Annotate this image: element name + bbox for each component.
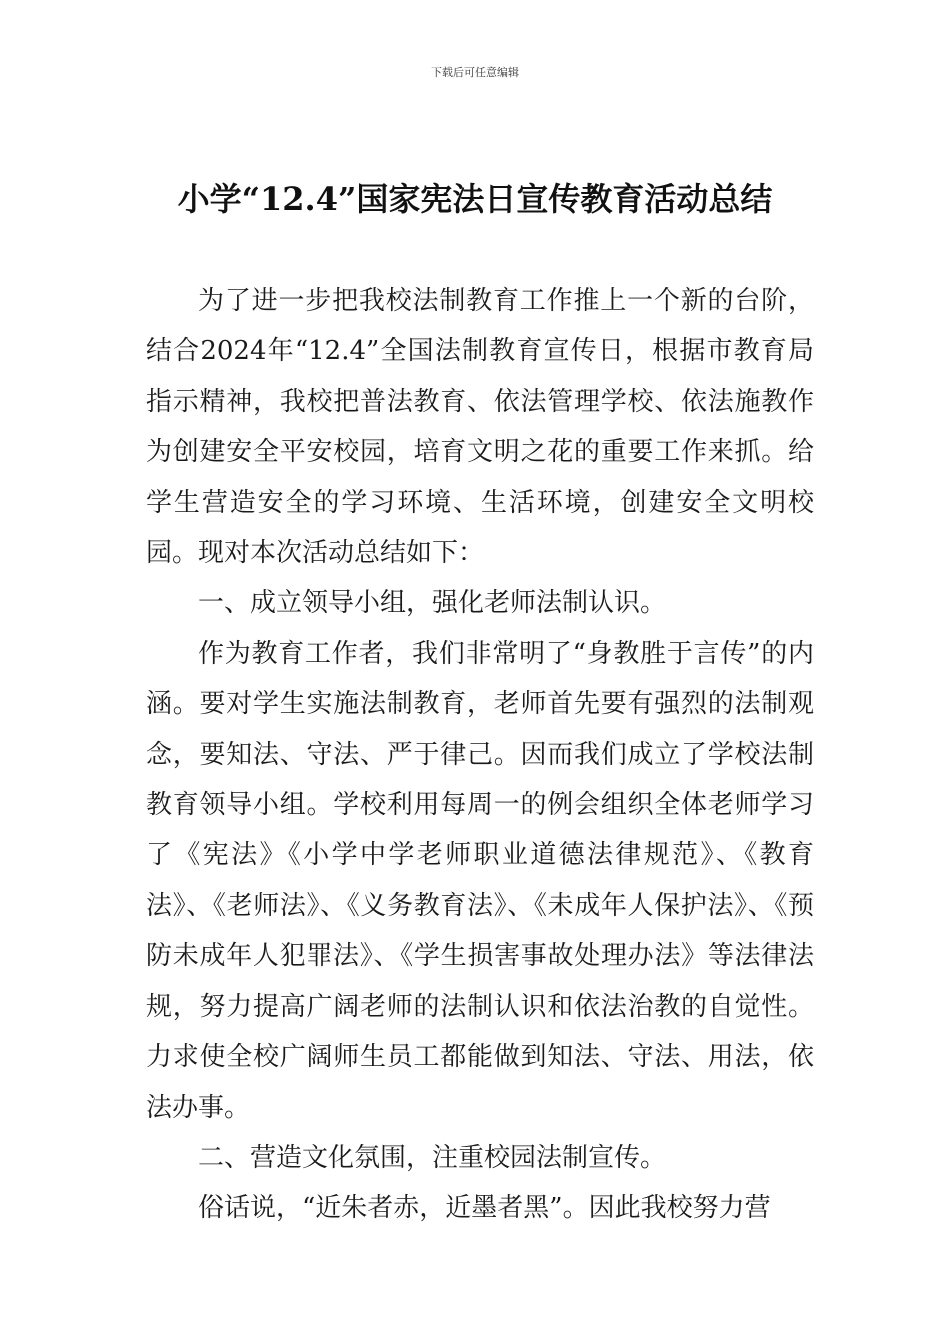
section-heading-2: 二、营造文化氛围，注重校园法制宣传。: [198, 1142, 667, 1173]
section-heading-1: 一、成立领导小组，强化老师法制认识。: [198, 588, 667, 619]
document-body: [146, 276, 814, 1234]
paragraph-section-2: 俗话说，“近朱者赤，近墨者黑”。因此我校努力营: [198, 1193, 771, 1224]
paragraph-intro: 为了进一步把我校法制教育工作推上一个新的台阶，结合2024年“12.4”全国法制教育宣传日，根据市教育局指示精神，我校把普法教育、依法管理学校、依法施教作为创建安全平安校园，培育文明之花的重要工作来抓。给学生营造安全的学习环境、生活环境，创建安全文明校园。现对本次活动总结如下：: [146, 286, 814, 569]
document-title: 小学“12.4”国家宪法日宣传教育活动总结: [177, 180, 773, 218]
paragraph-section-1: 作为教育工作者，我们非常明了“身教胜于言传”的内涵。要对学生实施法制教育，老师首先要有强烈的法制观念，要知法、守法、严于律己。因而我们成立了学校法制教育领导小组。学校利用每周一的例会组织全体老师学习了《宪法》《小学中学老师职业道德法律规范》、《教育法》、《老师法》、《义务教育法》、《未成年人保护法》、《预防未成年人犯罪法》、《学生损害事故处理办法》等法律法规，努力提高广阔老师的法制认识和依法治教的自觉性。力求使全校广阔师生员工都能做到知法、守法、用法，依法办事。: [146, 638, 814, 1123]
header-note: 下载后可任意编辑: [431, 66, 519, 79]
